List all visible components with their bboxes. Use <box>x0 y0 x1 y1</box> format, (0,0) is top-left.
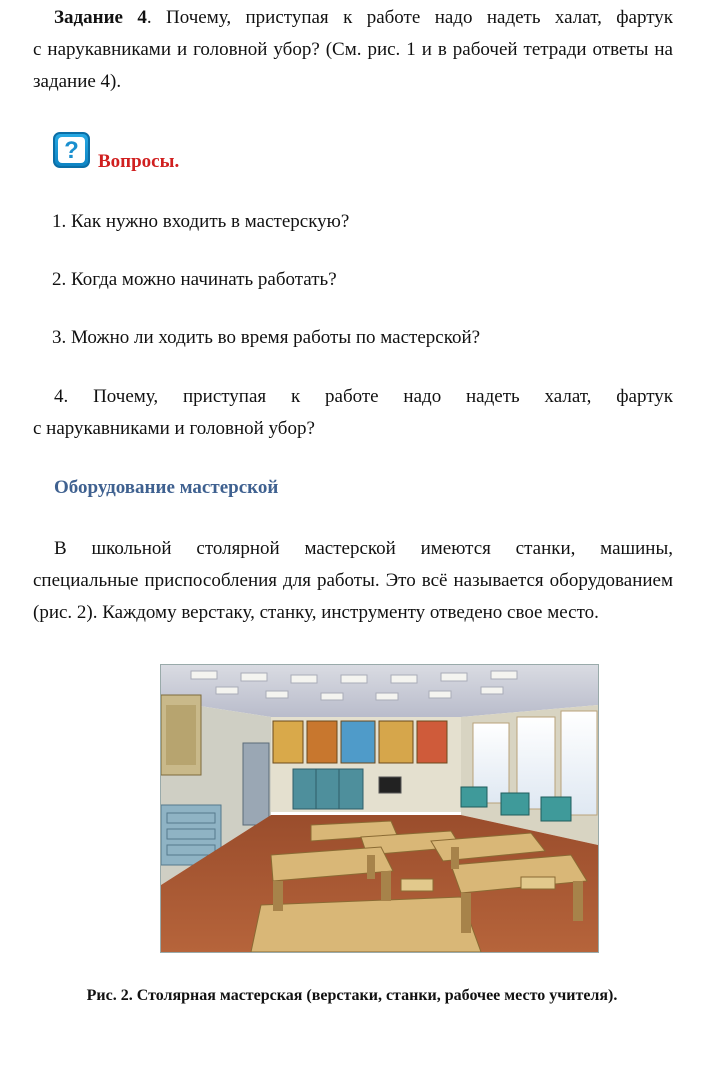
question-item-1: 1. Как нужно входить в мастерскую? <box>52 211 350 232</box>
task-line-1-text: . Почему, приступая к работе надо надеть халат, фартук <box>146 7 674 28</box>
question-item-3: 3. Можно ли ходить во время работы по мастерской? <box>52 327 481 348</box>
section-paragraph-line-3: (рис. 2). Каждому верстаку, станку, инструменту отведено свое место. <box>33 602 599 623</box>
question-icon: ? <box>53 132 90 168</box>
question-item-4-line-1: 4. Почему, приступая к работе надо надеть халат, фартук <box>54 386 673 407</box>
question-item-4-line-2: с нарукавниками и головной убор? <box>33 418 315 439</box>
task-label: Задание 4 <box>54 7 147 28</box>
task-paragraph-line-3: задание 4). <box>33 71 122 92</box>
task-paragraph-line-2: с нарукавниками и головной убор? (См. рис. 1 и в рабочей тетради ответы на <box>33 39 673 60</box>
section-paragraph-line-2: специальные приспособления для работы. Это всё называется оборудованием <box>33 570 673 591</box>
task-paragraph-line-1 <box>33 2 673 34</box>
question-item-2: 2. Когда можно начинать работать? <box>52 269 337 290</box>
workshop-photo <box>160 664 599 953</box>
section-heading: Оборудование мастерской <box>54 477 279 498</box>
questions-title: Вопросы. <box>98 151 180 172</box>
section-paragraph-line-1: В школьной столярной мастерской имеются станки, машины, <box>54 538 673 559</box>
figure-caption: Рис. 2. Столярная мастерская (верстаки, станки, рабочее место учителя). <box>86 987 618 1004</box>
